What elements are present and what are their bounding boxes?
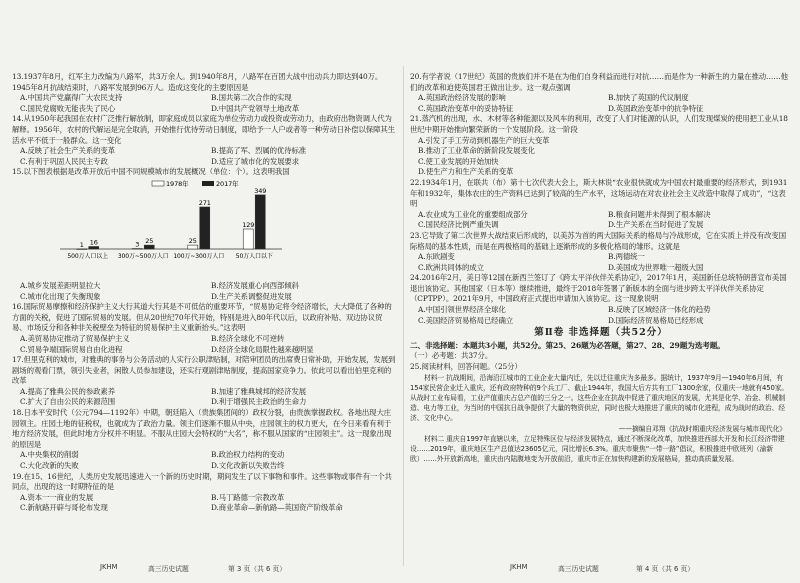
bar-1978年-2	[188, 245, 198, 249]
q18-option-b[interactable]: B.政治权力结构的变动	[211, 450, 285, 460]
q14-option-d[interactable]: D.适应了城市化的发展要求	[211, 156, 300, 166]
bar-1978年-1	[132, 248, 142, 249]
q25-header: 25.阅读材料，回答问题。（25分）	[410, 362, 522, 372]
question-15-stem: 15.以下图表根据是改革开放后中国不同规模城市的发展概况（单位：个）。这表明我国	[12, 167, 290, 177]
q21-option-d[interactable]: D.使生产力和生产关系的变革	[418, 167, 514, 177]
bar-2017年-2	[200, 207, 210, 249]
question-21-stem: 21.蒸汽机的出现，水、木材等各种能源以及风车的利用，改变了人们对能源的认识，人们发现煤炭的使用把工业从18世纪中期开始推向繁荣新的一个发展阶段。这一阶段	[410, 114, 788, 134]
q23-option-a[interactable]: A.东欧剧变	[418, 252, 455, 262]
right-column	[410, 72, 792, 464]
q17-option-c[interactable]: C.扩大了自由公民的来源范围	[20, 397, 116, 407]
q15-option-d[interactable]: D.生产关系调整促进发展	[211, 291, 292, 301]
footer-page-right: 第 4 页（共 6 页）	[636, 565, 695, 573]
q18-option-c[interactable]: C.大化改新的失败	[20, 461, 79, 471]
bar-2017年-0	[89, 246, 99, 248]
q22-option-c[interactable]: C.国民经济比例严重失调	[418, 220, 499, 230]
q19-option-d[interactable]: D.商业革命—新航路—英国资产阶级革命	[211, 503, 343, 513]
city-size-chart	[12, 179, 396, 279]
q24-option-c[interactable]: C.美国经济贸易格局已经确立	[418, 315, 514, 325]
q23-option-b[interactable]: B.两德统一	[608, 252, 645, 262]
legend-swatch-1978	[152, 181, 164, 186]
q19-option-c[interactable]: C.新航路开辟与哥伦布发现	[20, 503, 108, 513]
left-column	[12, 72, 396, 514]
q20-option-c[interactable]: C.英国政治变革中的妥协特征	[418, 103, 514, 113]
q16-option-a[interactable]: A.美贸易协定推动了贸易保护主义	[20, 333, 130, 343]
question-23	[410, 231, 792, 273]
q13-option-d[interactable]: D.中国共产党领导土地改革	[211, 103, 300, 113]
question-18	[12, 408, 396, 472]
question-17	[12, 355, 396, 408]
q16-option-b[interactable]: B.经济全球化不可逆转	[211, 333, 285, 343]
column-divider	[403, 66, 404, 566]
question-23-stem: 23.它导致了第二次世界大战结束后形成的，以美苏为首的两大国际关系的格局与冷战形成，它在实质上并没有改变国际格局的基本性质，而是在两极格局的基础上逐渐形成的多极化格局的雏形。这就是	[410, 230, 786, 251]
footer-title-left: 高三历史试题	[148, 565, 189, 573]
question-21	[410, 114, 792, 178]
data-label-1978年-3: 129	[242, 220, 255, 229]
data-label-2017年-3: 349	[254, 186, 267, 195]
question-14	[12, 114, 396, 167]
q21-option-c[interactable]: C.使工业发展的开始加快	[418, 156, 499, 166]
q20-option-b[interactable]: B.加快了英国的代议制度	[608, 93, 689, 103]
q13-option-c[interactable]: C.国民党腐败无能丧失了民心	[20, 103, 116, 113]
question-15	[12, 167, 396, 302]
question-24-stem: 24.2016年2月，美日等12国在新西兰签订了《跨太平洋伙伴关系协定》，2017年1月，美国新任总统特朗普宣布美国退出该协定。其他国家（日本等）继续推进，最终于2018年签署了新版本的全面与进步跨太平洋伙伴关系协定（CPTPP）。2021年9月，中国政府正式提出申请加入该协定。这一现象说明	[410, 273, 787, 304]
question-19	[12, 472, 396, 514]
q24-option-a[interactable]: A.中国引领世界经济全球化	[418, 305, 506, 315]
footer-page-left: 第 3 页（共 6 页）	[228, 565, 287, 573]
data-label-1978年-0: 1	[79, 240, 84, 249]
q22-option-a[interactable]: A.农业成为工业化的重要组成部分	[418, 209, 528, 219]
q13-option-a[interactable]: A.中国共产党赢得广大农民支持	[20, 93, 123, 103]
bar-1978年-3	[243, 229, 253, 249]
category-label-3: 50万人口以下	[235, 252, 273, 260]
legend-label-1978: 1978年	[166, 179, 189, 188]
part2-note: 二、非选择题：本题共3小题，共52分。第25、26题为必答题，第27、28、29题为选考题。	[410, 340, 725, 350]
q13-option-b[interactable]: B.国共第二次合作的实现	[211, 93, 292, 103]
q22-option-b[interactable]: B.粮食问题并未得到了根本解决	[608, 209, 711, 219]
footer-code-left: JKHM	[100, 563, 118, 571]
question-18-stem: 18.日本平安时代（公元794—1192年）中期，朝廷陷入（贵族集团间的）政权分裂，由贵族掌握政权。各地出现大庄园领主。庄园土地的征税权，也就成为了政治力量。领主们逐渐不服从中央，庄园领主的权力更大，在今日来看有利于地方经济发展，但此时地方分权并不明显。不服从庄园大会特权的“大名”，称不服从国家的“庄园领主”。这一现象出现的原因是	[12, 408, 392, 449]
q18-option-d[interactable]: D.文化改新以失败告终	[211, 461, 285, 471]
q23-option-d[interactable]: D.美国成为世界唯一超级大国	[608, 262, 704, 272]
q19-option-b[interactable]: B.马丁路德一宗教改革	[211, 492, 285, 502]
data-label-1978年-1: 3	[135, 240, 140, 249]
question-17-stem: 17.但里克利的城市，对雅典的事务与公务活动的人实行公职津贴制，对陪审团员的出席费日常补助，开始发展，发展到剧场的观看门票，领引失业者，闲散人员参加建设，还实行观剧津贴制度，提高国家竞争力。依此可以看出伯里克利的改革	[12, 355, 396, 386]
q20-option-a[interactable]: A.英国政治经济发展的影响	[418, 93, 506, 103]
question-20-stem: 20.有学者说（17世纪）英国的贵族们并不是在为他们自身利益而进行对抗……而是作为一种新生的力量在推动……他们的改革和迫使英国君王做出让步。这一观点强调	[410, 72, 788, 92]
footer-title-right: 高三历史试题	[558, 565, 599, 573]
material-one-source: ——摘编自邓翔《抗战时期重庆经济发展与城市现代化》	[618, 424, 786, 433]
q17-option-a[interactable]: A.提高了雅典公民的参政素养	[20, 386, 115, 396]
question-16	[12, 302, 396, 355]
q15-option-c[interactable]: C.城市化出现了失衡现象	[20, 291, 101, 301]
question-19-stem: 19.在15、16世纪，人类历史发展迅速进入一个新的历史时期，期间发生了以下事物和事件。这些事物或事件有一个共同点，出现的这一时期特征的是	[12, 471, 392, 492]
category-label-1: 300万~500万人口	[117, 252, 169, 260]
q14-option-b[interactable]: B.提高了军、烈属的优待标准	[211, 146, 307, 156]
part2-title: 第Ⅱ卷 非选择题（共52分）	[534, 327, 668, 339]
category-label-2: 100万~300万人口	[173, 252, 225, 260]
q23-option-c[interactable]: C.欧洲共同体的成立	[418, 262, 484, 272]
q21-option-b[interactable]: B.推动了工业革命的新阶段发展变化	[418, 146, 535, 156]
question-14-stem: 14.从1950年起我国在农村广泛推行解放制，即家庭成员以家庭为单位劳动力或投资或劳动力，由政府出物资调人代为解释。1956年，农村的代解运是完全取消，开始推行优待劳动日制度，即给予一人户或者等一种劳动日补偿以保障其生活水平不低于一般群众。这一变化	[12, 114, 395, 145]
q21-option-a[interactable]: A.引发了手工劳动到机器生产的巨大变革	[418, 135, 550, 145]
q24-option-b[interactable]: B.反映了区域经济一体化的趋势	[608, 305, 711, 315]
data-label-2017年-0: 16	[89, 238, 98, 247]
q19-option-a[interactable]: A.资本一一商业的发展	[20, 492, 94, 502]
required-header: （一）必考题：共37分。	[410, 351, 493, 361]
q22-option-d[interactable]: D.生产关系在当时促进了发展	[608, 220, 704, 230]
bar-2017年-3	[255, 195, 265, 249]
question-22-stem: 22.1934年1月，在联共（布）第十七次代表大会上，斯大林说“农业很快就成为中国农村最重要的经济形式，到1931年和1932年，集体农庄的生产资料已达到了较高的生产水平，这场运动在对农业社会主义改造中取得了成功”，“这表明	[410, 177, 788, 209]
footer-code-right: JKHM	[510, 563, 528, 571]
data-label-2017年-1: 25	[145, 237, 154, 246]
q20-option-d[interactable]: D.英国政治变革中的抗争特征	[608, 103, 704, 113]
category-label-0: 500万人口以上	[67, 252, 109, 260]
question-13-stem: 13.1937年8月，红军主力改编为八路军，共3万余人。到1940年8月，八路军在百团大战中出动兵力即达到40万。1945年8月抗战结束时，八路军发展到96万人。造成这变化的主要原因是	[12, 72, 383, 92]
material-one: 材料一 抗战期间，沿海沿江城市的工业企业大量内迁，先以迁往重庆为多最多。据统计，1937年9月—1940年6月间，有154家民营企业迁入重庆，还有政府特种的9个兵工厂、截止1944年，我国大后方共有工厂1300余家，仅重庆一地就有450家。从战时工业布局看，工业产值重庆占总产值的三分之一。这些企业在抗战中促进了重庆地区的发展，尤其是化学、冶金、机械制造、电力等工业，为当时的中国抗日战争提供了大量的物资供应，同时也极大地推进了重庆的城市化进程，成为战时的政治、经济、文化中心。	[410, 373, 789, 423]
question-22	[410, 178, 792, 231]
data-label-1978年-2: 25	[188, 237, 197, 246]
q14-option-a[interactable]: A.反映了社会生产关系的变革	[20, 146, 115, 156]
legend-swatch-2017	[202, 181, 214, 186]
legend-label-2017: 2017年	[216, 179, 239, 188]
bar-chart-svg	[32, 179, 292, 279]
q17-option-d[interactable]: D.利于增强民主政治的生命力	[211, 397, 307, 407]
question-16-stem: 16.国际贸易摩擦和经济保护主义大行其道大行其是不可低估的重要环节，“贸易协定将令经济增长，大大降低了各种的方面的关税，促进了国际贸易的发展。但从20世纪70年代开始，特别是进入80年代以后，以政府补贴、双边协议贸易、市场反分和各种非关税壁垒为特征的贸易保护主义重新抬头。”这表明	[12, 302, 392, 333]
q24-option-d[interactable]: D.国际经济贸易格局已经形成	[608, 315, 704, 325]
q16-option-c[interactable]: C.贸易争端国际贸易自由化进程	[20, 344, 123, 354]
q15-option-b[interactable]: B.经济发展重心向西部倾斜	[211, 280, 299, 290]
q17-option-b[interactable]: B.加速了雅典城邦的经济发展	[211, 386, 307, 396]
q16-option-d[interactable]: D.经济全球化局限性越来越明显	[211, 344, 314, 354]
question-20	[410, 72, 792, 114]
question-24	[410, 273, 792, 326]
data-label-2017年-2: 271	[198, 198, 211, 207]
q14-option-c[interactable]: C.有利于巩固人民民主专政	[20, 156, 108, 166]
bar-1978年-0	[77, 249, 87, 250]
bar-2017年-1	[144, 245, 154, 249]
question-13	[12, 72, 396, 114]
material-two: 材料二 重庆自1997年直辖以来，立足特殊区位与经济发展特点，通过不断深化改革，加快推进西部大开发和长江经济带建设……2019年，重庆地区生产总值达23605亿元，同比增长6.3%。重庆市聚焦“一带一路”倡议，积极推进中欧班列（渝新欧）……外开放新高地，重庆由内陆腹地变为开放前沿，重庆市正在加快构建新的发展格局，推动高质量发展。	[410, 434, 785, 464]
q18-option-a[interactable]: A.中央集权的削弱	[20, 450, 79, 460]
q15-option-a[interactable]: A.城乡发展差距明显拉大	[20, 280, 101, 290]
